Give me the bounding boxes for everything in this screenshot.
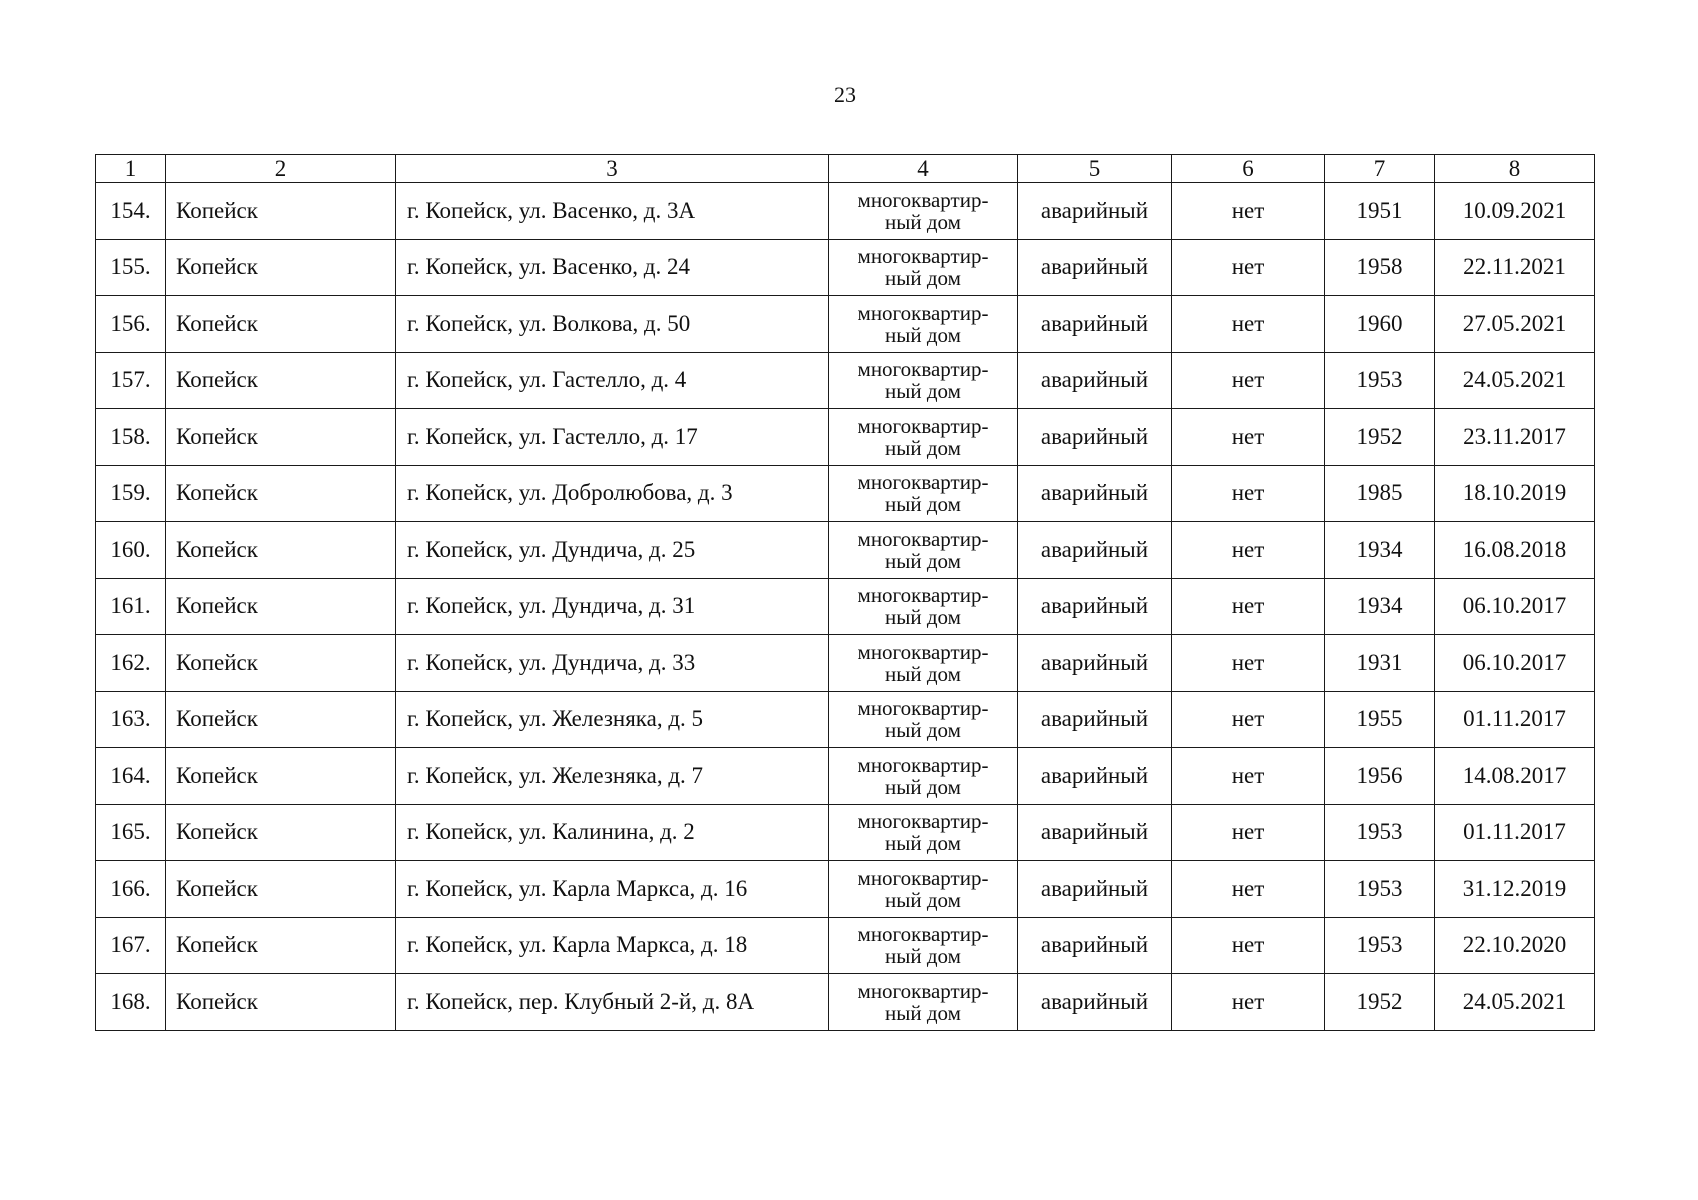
- year-cell: 1955: [1325, 691, 1435, 748]
- building-type-cell: [829, 409, 1018, 466]
- row-number-cell: 165.: [96, 804, 166, 861]
- year-cell: 1934: [1325, 522, 1435, 579]
- building-type-line: ный дом: [885, 435, 961, 460]
- building-type-cell: [829, 465, 1018, 522]
- flag-cell: нет: [1172, 804, 1325, 861]
- date-cell: 24.05.2021: [1435, 974, 1595, 1031]
- condition-cell: аварийный: [1018, 691, 1172, 748]
- address-cell: г. Копейск, ул. Дундича, д. 25: [396, 522, 829, 579]
- building-type-line: ный дом: [885, 831, 961, 856]
- flag-cell: нет: [1172, 748, 1325, 805]
- city-cell: Копейск: [166, 974, 396, 1031]
- year-cell: 1931: [1325, 635, 1435, 692]
- row-number-cell: 154.: [96, 183, 166, 240]
- table-row: [96, 183, 1595, 240]
- date-cell: 31.12.2019: [1435, 861, 1595, 918]
- row-number-cell: 163.: [96, 691, 166, 748]
- table-body: [96, 183, 1595, 1031]
- building-type-cell: [829, 804, 1018, 861]
- table-row: [96, 748, 1595, 805]
- condition-cell: аварийный: [1018, 183, 1172, 240]
- flag-cell: нет: [1172, 296, 1325, 353]
- city-cell: Копейск: [166, 465, 396, 522]
- building-type-line: ный дом: [885, 209, 961, 234]
- building-type-cell: [829, 352, 1018, 409]
- table-row: [96, 691, 1595, 748]
- date-cell: 10.09.2021: [1435, 183, 1595, 240]
- date-cell: 22.10.2020: [1435, 917, 1595, 974]
- year-cell: 1952: [1325, 409, 1435, 466]
- table-row: [96, 522, 1595, 579]
- column-header: 2: [166, 155, 396, 183]
- table-row: [96, 578, 1595, 635]
- city-cell: Копейск: [166, 296, 396, 353]
- row-number-cell: 160.: [96, 522, 166, 579]
- condition-cell: аварийный: [1018, 974, 1172, 1031]
- address-cell: г. Копейск, ул. Волкова, д. 50: [396, 296, 829, 353]
- building-type-cell: [829, 296, 1018, 353]
- date-cell: 27.05.2021: [1435, 296, 1595, 353]
- city-cell: Копейск: [166, 183, 396, 240]
- year-cell: 1934: [1325, 578, 1435, 635]
- building-type-line: многоквартир-: [857, 187, 989, 212]
- building-type-line: ный дом: [885, 661, 961, 686]
- city-cell: Копейск: [166, 691, 396, 748]
- building-type-cell: [829, 861, 1018, 918]
- flag-cell: нет: [1172, 522, 1325, 579]
- condition-cell: аварийный: [1018, 804, 1172, 861]
- row-number-cell: 159.: [96, 465, 166, 522]
- city-cell: Копейск: [166, 578, 396, 635]
- housing-register-table: [95, 154, 1595, 1031]
- address-cell: г. Копейск, ул. Гастелло, д. 4: [396, 352, 829, 409]
- table-row: [96, 465, 1595, 522]
- city-cell: Копейск: [166, 635, 396, 692]
- year-cell: 1952: [1325, 974, 1435, 1031]
- condition-cell: аварийный: [1018, 861, 1172, 918]
- building-type-line: многоквартир-: [857, 639, 989, 664]
- address-cell: г. Копейск, ул. Васенко, д. 3А: [396, 183, 829, 240]
- table-row: [96, 239, 1595, 296]
- date-cell: 06.10.2017: [1435, 578, 1595, 635]
- city-cell: Копейск: [166, 748, 396, 805]
- condition-cell: аварийный: [1018, 578, 1172, 635]
- address-cell: г. Копейск, ул. Железняка, д. 5: [396, 691, 829, 748]
- address-cell: г. Копейск, ул. Дундича, д. 33: [396, 635, 829, 692]
- building-type-cell: [829, 691, 1018, 748]
- building-type-line: ный дом: [885, 944, 961, 969]
- year-cell: 1953: [1325, 804, 1435, 861]
- column-header: 6: [1172, 155, 1325, 183]
- building-type-cell: [829, 522, 1018, 579]
- city-cell: Копейск: [166, 861, 396, 918]
- row-number-cell: 164.: [96, 748, 166, 805]
- column-number-header-row: [96, 155, 1595, 183]
- building-type-line: ный дом: [885, 718, 961, 743]
- date-cell: 01.11.2017: [1435, 804, 1595, 861]
- building-type-line: многоквартир-: [857, 752, 989, 777]
- year-cell: 1960: [1325, 296, 1435, 353]
- page-number: [0, 82, 1698, 108]
- flag-cell: нет: [1172, 635, 1325, 692]
- table-row: [96, 409, 1595, 466]
- flag-cell: нет: [1172, 578, 1325, 635]
- building-type-cell: [829, 239, 1018, 296]
- column-header: 4: [829, 155, 1018, 183]
- flag-cell: нет: [1172, 691, 1325, 748]
- flag-cell: нет: [1172, 352, 1325, 409]
- date-cell: 01.11.2017: [1435, 691, 1595, 748]
- row-number-cell: 158.: [96, 409, 166, 466]
- condition-cell: аварийный: [1018, 239, 1172, 296]
- flag-cell: нет: [1172, 239, 1325, 296]
- condition-cell: аварийный: [1018, 748, 1172, 805]
- row-number-cell: 157.: [96, 352, 166, 409]
- building-type-line: многоквартир-: [857, 357, 989, 382]
- condition-cell: аварийный: [1018, 296, 1172, 353]
- address-cell: г. Копейск, ул. Васенко, д. 24: [396, 239, 829, 296]
- city-cell: Копейск: [166, 917, 396, 974]
- address-cell: г. Копейск, ул. Карла Маркса, д. 16: [396, 861, 829, 918]
- row-number-cell: 168.: [96, 974, 166, 1031]
- city-cell: Копейск: [166, 522, 396, 579]
- table-row: [96, 352, 1595, 409]
- flag-cell: нет: [1172, 465, 1325, 522]
- building-type-line: многоквартир-: [857, 244, 989, 269]
- flag-cell: нет: [1172, 183, 1325, 240]
- column-header: 8: [1435, 155, 1595, 183]
- table-row: [96, 296, 1595, 353]
- building-type-cell: [829, 635, 1018, 692]
- row-number-cell: 156.: [96, 296, 166, 353]
- building-type-line: ный дом: [885, 266, 961, 291]
- city-cell: Копейск: [166, 804, 396, 861]
- condition-cell: аварийный: [1018, 409, 1172, 466]
- year-cell: 1956: [1325, 748, 1435, 805]
- building-type-line: многоквартир-: [857, 413, 989, 438]
- table-row: [96, 974, 1595, 1031]
- flag-cell: нет: [1172, 974, 1325, 1031]
- year-cell: 1953: [1325, 352, 1435, 409]
- building-type-line: многоквартир-: [857, 922, 989, 947]
- building-type-line: ный дом: [885, 492, 961, 517]
- table-row: [96, 635, 1595, 692]
- column-header: 5: [1018, 155, 1172, 183]
- date-cell: 24.05.2021: [1435, 352, 1595, 409]
- building-type-line: ный дом: [885, 1000, 961, 1025]
- address-cell: г. Копейск, ул. Гастелло, д. 17: [396, 409, 829, 466]
- year-cell: 1953: [1325, 917, 1435, 974]
- condition-cell: аварийный: [1018, 522, 1172, 579]
- building-type-line: ный дом: [885, 774, 961, 799]
- building-type-line: многоквартир-: [857, 809, 989, 834]
- condition-cell: аварийный: [1018, 465, 1172, 522]
- building-type-line: ный дом: [885, 379, 961, 404]
- year-cell: 1985: [1325, 465, 1435, 522]
- building-type-line: многоквартир-: [857, 583, 989, 608]
- flag-cell: нет: [1172, 917, 1325, 974]
- date-cell: 23.11.2017: [1435, 409, 1595, 466]
- condition-cell: аварийный: [1018, 635, 1172, 692]
- year-cell: 1958: [1325, 239, 1435, 296]
- building-type-line: многоквартир-: [857, 526, 989, 551]
- building-type-cell: [829, 974, 1018, 1031]
- building-type-line: ный дом: [885, 322, 961, 347]
- year-cell: 1953: [1325, 861, 1435, 918]
- year-cell: 1951: [1325, 183, 1435, 240]
- building-type-line: многоквартир-: [857, 978, 989, 1003]
- building-type-cell: [829, 578, 1018, 635]
- building-type-line: многоквартир-: [857, 300, 989, 325]
- address-cell: г. Копейск, ул. Железняка, д. 7: [396, 748, 829, 805]
- row-number-cell: 161.: [96, 578, 166, 635]
- city-cell: Копейск: [166, 352, 396, 409]
- row-number-cell: 167.: [96, 917, 166, 974]
- flag-cell: нет: [1172, 861, 1325, 918]
- building-type-line: многоквартир-: [857, 696, 989, 721]
- date-cell: 06.10.2017: [1435, 635, 1595, 692]
- building-type-cell: [829, 917, 1018, 974]
- table-row: [96, 804, 1595, 861]
- table-row: [96, 917, 1595, 974]
- address-cell: г. Копейск, ул. Калинина, д. 2: [396, 804, 829, 861]
- condition-cell: аварийный: [1018, 352, 1172, 409]
- flag-cell: нет: [1172, 409, 1325, 466]
- date-cell: 16.08.2018: [1435, 522, 1595, 579]
- condition-cell: аварийный: [1018, 917, 1172, 974]
- building-type-line: многоквартир-: [857, 865, 989, 890]
- address-cell: г. Копейск, ул. Добролюбова, д. 3: [396, 465, 829, 522]
- address-cell: г. Копейск, пер. Клубный 2-й, д. 8А: [396, 974, 829, 1031]
- table-row: [96, 861, 1595, 918]
- building-type-line: ный дом: [885, 605, 961, 630]
- city-cell: Копейск: [166, 409, 396, 466]
- building-type-line: ный дом: [885, 548, 961, 573]
- row-number-cell: 166.: [96, 861, 166, 918]
- row-number-cell: 155.: [96, 239, 166, 296]
- column-header: 7: [1325, 155, 1435, 183]
- building-type-line: многоквартир-: [857, 470, 989, 495]
- address-cell: г. Копейск, ул. Дундича, д. 31: [396, 578, 829, 635]
- address-cell: г. Копейск, ул. Карла Маркса, д. 18: [396, 917, 829, 974]
- building-type-line: ный дом: [885, 887, 961, 912]
- building-type-cell: [829, 748, 1018, 805]
- column-header: 3: [396, 155, 829, 183]
- building-type-cell: [829, 183, 1018, 240]
- date-cell: 22.11.2021: [1435, 239, 1595, 296]
- city-cell: Копейск: [166, 239, 396, 296]
- date-cell: 14.08.2017: [1435, 748, 1595, 805]
- date-cell: 18.10.2019: [1435, 465, 1595, 522]
- column-header: 1: [96, 155, 166, 183]
- page-number-text: 23: [834, 82, 856, 107]
- row-number-cell: 162.: [96, 635, 166, 692]
